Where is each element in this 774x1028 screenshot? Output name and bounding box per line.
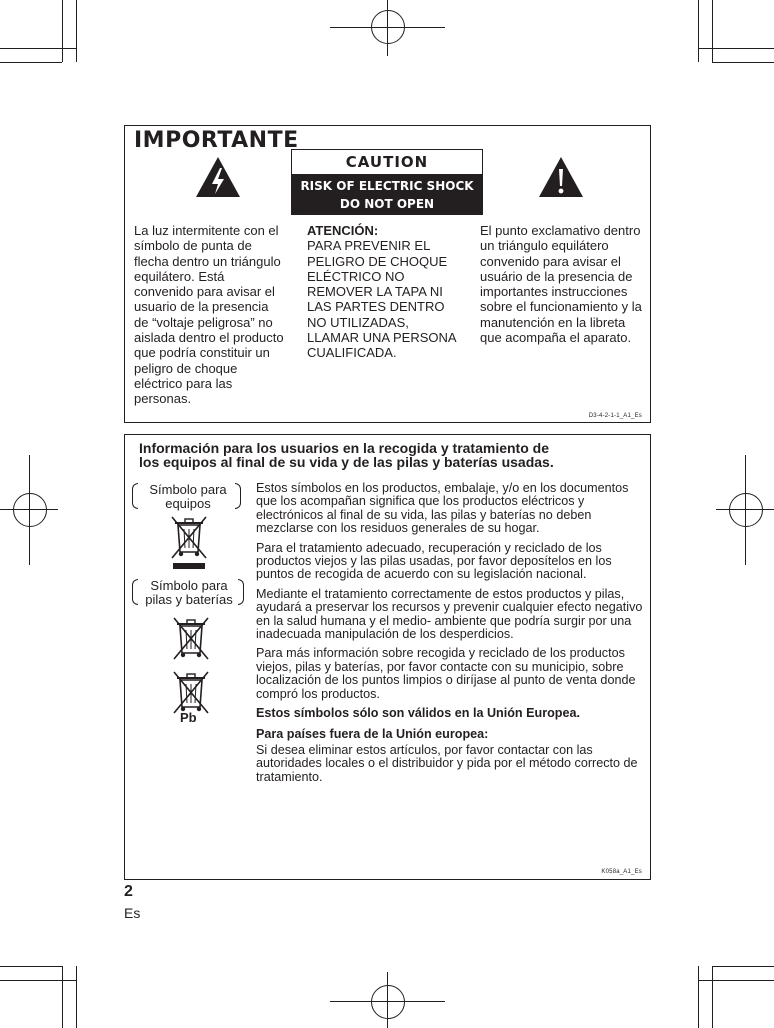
exclamation-explanation: El punto exclamativo dentro un triángulo equilátero convenido para avisar el usuário de la presencia de importantes instrucciones sobre el funcionamiento y la manutención en la libreta que acompaña el aparato. xyxy=(480,223,642,346)
paragraph-4: Para más información sobre recogida y reciclado de los productos viejos, pilas y baterías, por favor contacte con su municipio, sobre localización de los puntos limpios o diríjase al punto de venta donde compró los productos. xyxy=(256,646,636,701)
crossed-bin-pb-icon xyxy=(171,669,211,715)
pb-label: Pb xyxy=(180,710,197,725)
weee-title-line-1: Información para los usuarios en la recogida y tratamiento de xyxy=(139,440,549,456)
symbol-equipos-label xyxy=(139,483,237,511)
eu-validity-note: Estos símbolos sólo son válidos en la Unión Europea. xyxy=(256,706,581,721)
symbol-pilas-line-1: Símbolo para xyxy=(150,578,228,593)
weee-paragraphs xyxy=(256,482,646,784)
caution-line-1: RISK OF ELECTRIC SHOCK xyxy=(300,179,474,193)
caution-risk-text xyxy=(292,174,482,214)
symbol-equipos-line-2: equipos xyxy=(165,496,211,511)
page-language: Es xyxy=(124,905,141,921)
weee-title-line-2: los equipos al final de su vida y de las pilas y baterías usadas. xyxy=(139,454,554,470)
weee-code: K058a_A1_Es xyxy=(601,869,642,875)
symbol-pilas-line-2: pilas y baterías xyxy=(145,592,233,607)
crossed-bin-equipment-icon xyxy=(169,514,209,570)
lightning-explanation: La luz intermitente con el símbolo de punta de flecha dentro un triángulo equilátero. Está convenido para avisar el usuario de la presencia de “voltaje peligrosa” no aislada dentro el producto que podría constituir un peligro de choque eléctrico para las personas. xyxy=(134,223,284,407)
crossed-bin-battery-icon xyxy=(171,615,211,661)
bracket-left xyxy=(132,483,138,509)
atencion-text: PARA PREVENIR EL PELIGRO DE CHOQUE ELÉCTRICO NO REMOVER LA TAPA NI LAS PARTES DENTRO NO UTILIZADAS, LLAMAR UNA PERSONA CUALIFICADA. xyxy=(307,238,456,361)
bracket-left xyxy=(132,579,138,605)
weee-info-box xyxy=(124,434,651,880)
paragraph-3: Mediante el tratamiento correctamente de estos productos y pilas, ayudará a preservar los recursos y prevenir cualquier efecto negativo en la salud humana y el medio- ambiente que podría surgir por una inadecuada manipulación de los desperdicios. xyxy=(256,586,643,642)
importante-code: D3-4-2-1-1_A1_Es xyxy=(588,413,642,419)
exclamation-warning-icon xyxy=(538,156,584,198)
caution-title: CAUTION xyxy=(345,153,429,171)
paragraph-1: Estos símbolos en los productos, embalaje, y/o en los documentos que los acompañan significa que los productos eléctricos y electrónicos al final de su vida, las pilas y baterías no deben mezclarse con los residuos generales de su hogar. xyxy=(256,481,629,536)
importante-title: IMPORTANTE xyxy=(134,128,299,153)
bracket-right xyxy=(235,483,241,509)
outside-eu-text: Si desea eliminar estos artículos, por favor contactar con las autoridades locales o el distribuidor y pida por el método correcto de tratamiento. xyxy=(256,742,638,784)
caution-line-2: DO NOT OPEN xyxy=(339,197,435,211)
importante-box xyxy=(124,125,651,423)
page-number: 2 xyxy=(124,883,133,900)
symbol-equipos-line-1: Símbolo para xyxy=(149,482,227,497)
symbol-pilas-label xyxy=(139,579,239,607)
outside-eu-heading: Para países fuera de la Unión europea: xyxy=(256,726,489,741)
atencion-block xyxy=(307,223,463,361)
atencion-heading: ATENCIÓN: xyxy=(307,223,379,238)
lightning-warning-icon xyxy=(195,156,241,198)
bracket-right xyxy=(238,579,244,605)
paragraph-2: Para el tratamiento adecuado, recuperación y reciclado de los productos viejos y las pilas usadas, por favor deposítelos en los puntos de recogida de acuerdo con su legislación nacional. xyxy=(256,540,612,582)
weee-title xyxy=(139,441,554,469)
caution-label xyxy=(291,149,483,215)
